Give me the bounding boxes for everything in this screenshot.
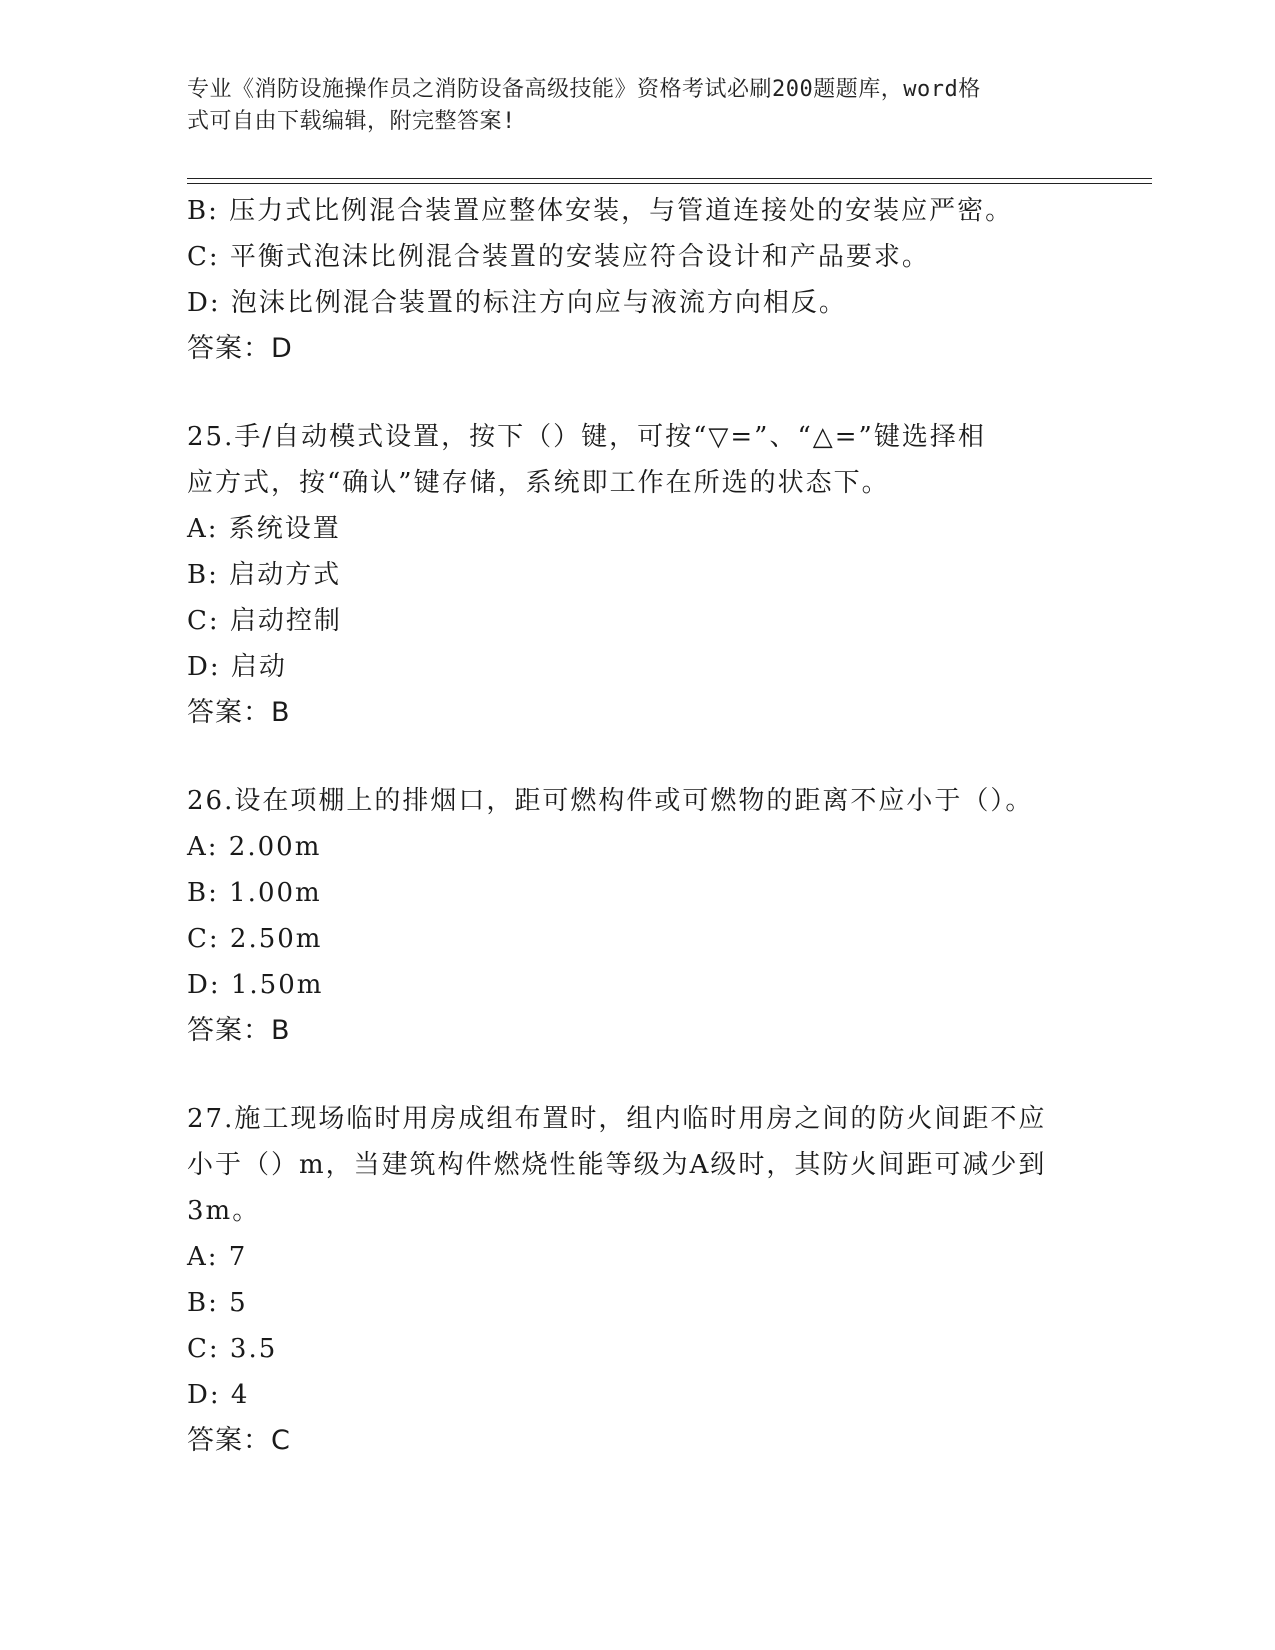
question-stem-line: 25.手/自动模式设置，按下（）键，可按“▽=”、“△=”键选择相 bbox=[187, 422, 986, 452]
option-b: B: 压力式比例混合装置应整体安装，与管道连接处的安装应严密。 bbox=[187, 196, 1014, 226]
option-c: C: 启动控制 bbox=[187, 606, 342, 636]
question-stem-line: 3m。 bbox=[187, 1196, 261, 1226]
option-d: D: 启动 bbox=[187, 652, 287, 682]
answer-line: 答案：B bbox=[187, 697, 291, 728]
header-line-2: 式可自由下载编辑，附完整答案! bbox=[187, 109, 516, 134]
option-a: A: 系统设置 bbox=[187, 514, 341, 544]
question-24-tail bbox=[187, 188, 1087, 372]
answer-line: 答案：C bbox=[187, 1425, 291, 1456]
answer-line: 答案：D bbox=[187, 333, 293, 364]
option-d: D: 1.50m bbox=[187, 970, 324, 1000]
option-a: A: 2.00m bbox=[187, 832, 322, 862]
header-divider-bottom bbox=[187, 183, 1152, 184]
option-b: B: 5 bbox=[187, 1288, 248, 1318]
question-stem-line: 小于（）m，当建筑构件燃烧性能等级为A级时，其防火间距可减少到 bbox=[187, 1150, 1047, 1180]
option-b: B: 1.00m bbox=[187, 878, 322, 908]
question-stem-line: 26.设在项棚上的排烟口，距可燃构件或可燃物的距离不应小于（）。 bbox=[187, 786, 1034, 816]
option-d: D: 泡沫比例混合装置的标注方向应与液流方向相反。 bbox=[187, 288, 847, 318]
question-list bbox=[187, 188, 1087, 1464]
question-25 bbox=[187, 414, 1087, 736]
question-26 bbox=[187, 778, 1087, 1054]
spacer bbox=[187, 1054, 1087, 1096]
spacer bbox=[187, 372, 1087, 414]
header-divider-top bbox=[187, 178, 1152, 179]
question-stem-line: 27.施工现场临时用房成组布置时，组内临时用房之间的防火间距不应 bbox=[187, 1104, 1047, 1134]
header-line-1: 专业《消防设施操作员之消防设备高级技能》资格考试必刷200题题库，word格 bbox=[187, 77, 981, 102]
option-a: A: 7 bbox=[187, 1242, 248, 1272]
option-c: C: 3.5 bbox=[187, 1334, 278, 1364]
answer-line: 答案：B bbox=[187, 1015, 291, 1046]
option-c: C: 平衡式泡沫比例混合装置的安装应符合设计和产品要求。 bbox=[187, 242, 930, 272]
document-header bbox=[187, 74, 1067, 138]
spacer bbox=[187, 736, 1087, 778]
question-stem-line: 应方式，按“确认”键存储，系统即工作在所选的状态下。 bbox=[187, 468, 890, 498]
option-d: D: 4 bbox=[187, 1380, 250, 1410]
option-c: C: 2.50m bbox=[187, 924, 323, 954]
question-27 bbox=[187, 1096, 1087, 1464]
option-b: B: 启动方式 bbox=[187, 560, 342, 590]
